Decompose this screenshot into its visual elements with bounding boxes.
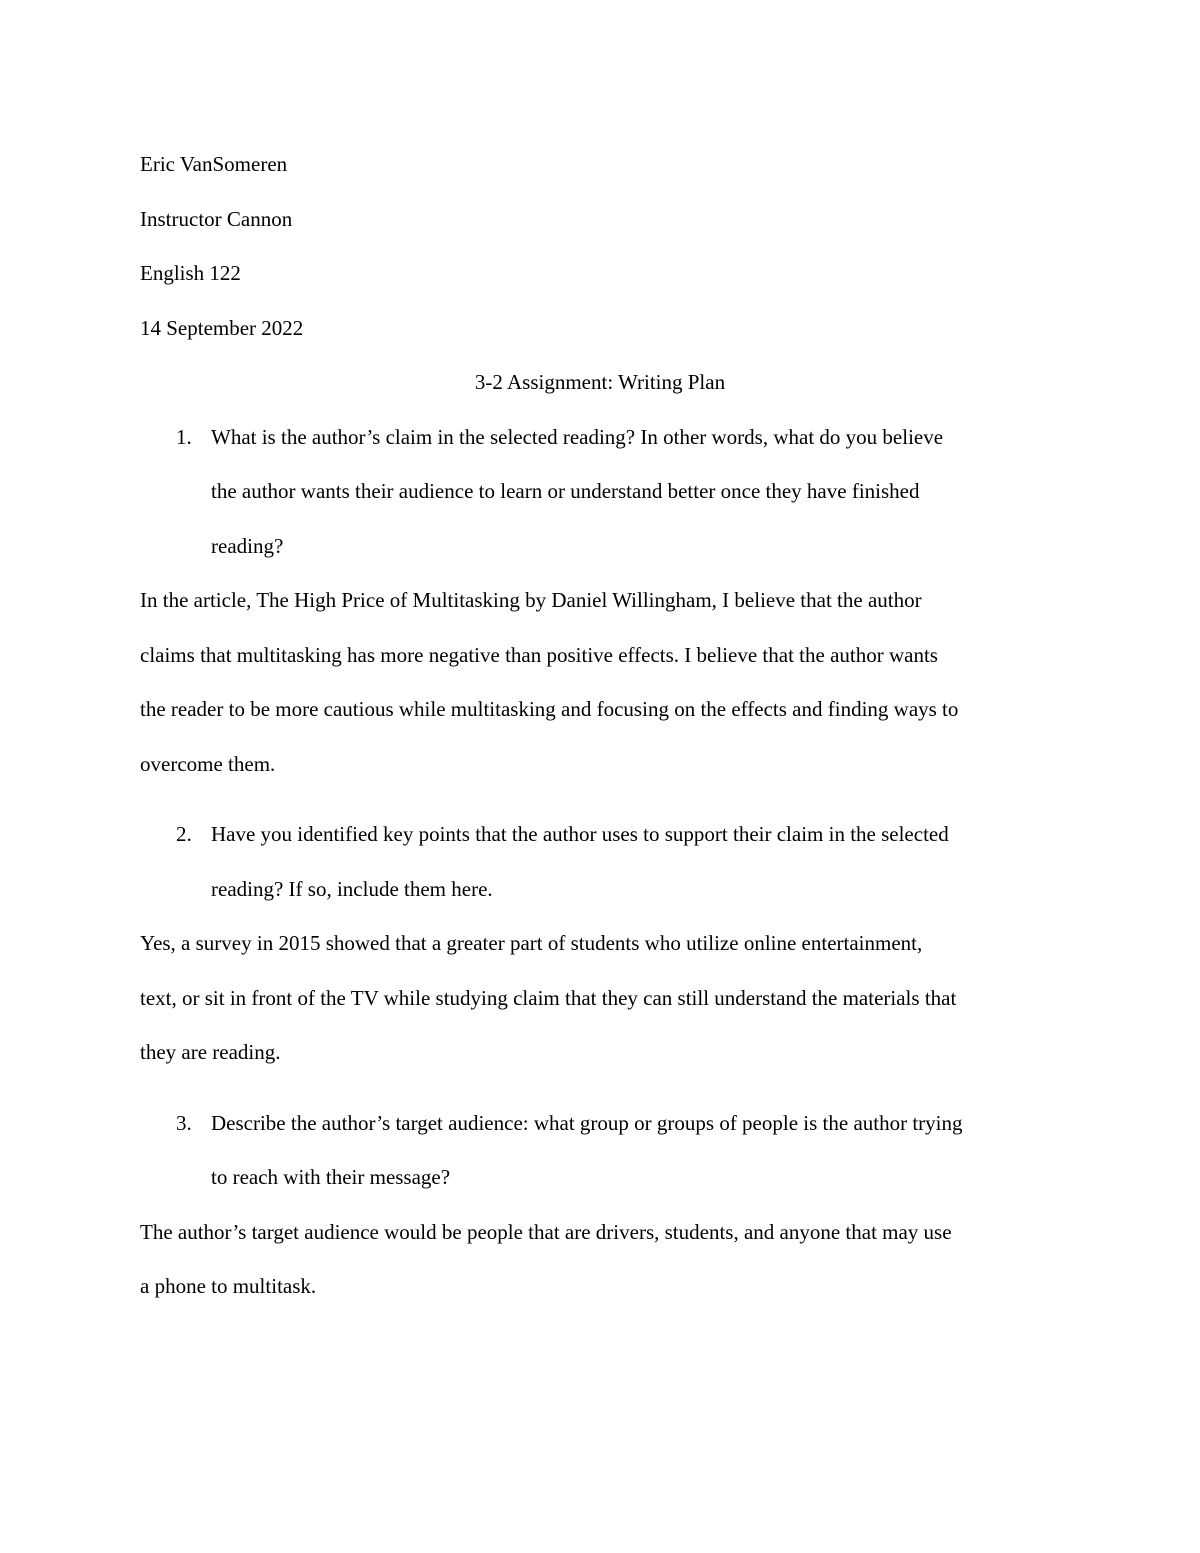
question-line: reading? If so, include them here. bbox=[211, 876, 493, 901]
answer-line: they are reading. bbox=[140, 1040, 281, 1064]
answer-line: the reader to be more cautious while multitasking and focusing on the effects and finding ways to bbox=[140, 697, 959, 721]
answer-line: claims that multitasking has more negative than positive effects. I believe that the author wants bbox=[140, 642, 938, 667]
answer-line: The author’s target audience would be people that are drivers, students, and anyone that may use bbox=[140, 1219, 952, 1244]
document-title: 3-2 Assignment: Writing Plan bbox=[474, 370, 726, 394]
course-name: English 122 bbox=[140, 261, 241, 285]
question-line: to reach with their message? bbox=[211, 1165, 451, 1189]
question-number: 3. bbox=[176, 1110, 192, 1135]
instructor-name: Instructor Cannon bbox=[140, 206, 293, 231]
spacer bbox=[140, 791, 1060, 807]
assignment-date: 14 September 2022 bbox=[140, 315, 304, 340]
question-number: 1. bbox=[176, 424, 192, 449]
answer-line: text, or sit in front of the TV while studying claim that they can still understand the materials that bbox=[140, 985, 957, 1010]
question-1 bbox=[140, 410, 1060, 574]
question-line: the author wants their audience to learn or understand better once they have finished bbox=[211, 479, 920, 503]
student-name: Eric VanSomeren bbox=[140, 152, 288, 176]
answer-2 bbox=[140, 916, 1060, 1080]
answer-line: Yes, a survey in 2015 showed that a greater part of students who utilize online entertainment, bbox=[140, 931, 923, 955]
answer-line: a phone to multitask. bbox=[140, 1274, 317, 1298]
question-line: reading? bbox=[211, 533, 284, 558]
answer-line: overcome them. bbox=[140, 751, 276, 776]
question-number: 2. bbox=[176, 822, 192, 846]
answer-1 bbox=[140, 573, 1060, 791]
document-body bbox=[140, 137, 1060, 1314]
question-2 bbox=[140, 807, 1060, 916]
question-line: Describe the author’s target audience: what group or groups of people is the author trying bbox=[211, 1110, 963, 1135]
question-line: What is the author’s claim in the selected reading? In other words, what do you believe bbox=[211, 424, 944, 449]
question-line: Have you identified key points that the author uses to support their claim in the selected bbox=[211, 822, 949, 846]
answer-3 bbox=[140, 1205, 1060, 1314]
question-3 bbox=[140, 1096, 1060, 1205]
answer-line: In the article, The High Price of Multitasking by Daniel Willingham, I believe that the author bbox=[140, 588, 922, 612]
spacer bbox=[140, 1080, 1060, 1096]
